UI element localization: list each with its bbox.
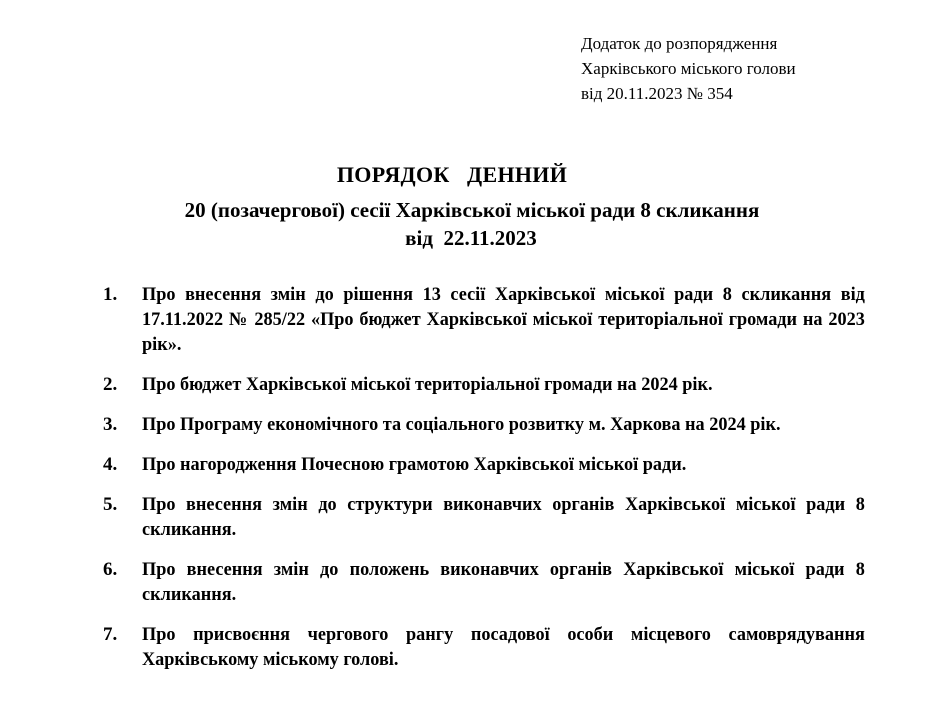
agenda-item — [103, 452, 895, 477]
agenda-item-number: 1. — [103, 284, 118, 305]
agenda-item — [103, 282, 895, 357]
annex-line-1: Додаток до розпорядження — [581, 34, 778, 53]
document-subtitle: 20 (позачергової) сесії Харківської міської ради 8 скликання — [184, 198, 760, 222]
agenda-item-number: 6. — [103, 559, 118, 580]
agenda-item-number: 3. — [103, 414, 118, 435]
document-date: від 22.11.2023 — [405, 226, 537, 250]
agenda-item — [103, 412, 895, 437]
agenda-item — [103, 557, 895, 607]
agenda-item-text: Про присвоєння чергового рангу посадової особи місцевого самоврядування Харківському міському голові. — [142, 624, 865, 670]
agenda-item-number: 2. — [103, 374, 118, 395]
agenda-list — [103, 282, 895, 687]
agenda-item-text: Про внесення змін до структури виконавчих органів Харківської міської ради 8 скликання. — [142, 494, 865, 540]
agenda-item-number: 7. — [103, 624, 118, 645]
annex-line-3: від 20.11.2023 № 354 — [581, 84, 733, 103]
document-title-block — [0, 160, 944, 252]
agenda-item-text: Про внесення змін до рішення 13 сесії Харківської міської ради 8 скликання від 17.11.2022 № 285/22 «Про бюджет Харківської міської територіальної громади на 2023 рік». — [142, 284, 865, 355]
annex-line-2: Харківського міського голови — [581, 59, 796, 78]
agenda-item — [103, 622, 895, 672]
agenda-item-text: Про Програму економічного та соціального розвитку м. Харкова на 2024 рік. — [142, 414, 781, 435]
document-title: ПОРЯДОК ДЕННИЙ — [336, 162, 568, 187]
agenda-item-number: 4. — [103, 454, 118, 475]
agenda-item-text: Про нагородження Почесною грамотою Харківської міської ради. — [142, 454, 687, 475]
agenda-item-text: Про внесення змін до положень виконавчих органів Харківської міської ради 8 скликання. — [142, 559, 865, 605]
agenda-item — [103, 372, 895, 397]
annex-header — [581, 31, 796, 106]
agenda-item-text: Про бюджет Харківської міської територіальної громади на 2024 рік. — [142, 374, 713, 395]
agenda-item — [103, 492, 895, 542]
agenda-item-number: 5. — [103, 494, 118, 515]
